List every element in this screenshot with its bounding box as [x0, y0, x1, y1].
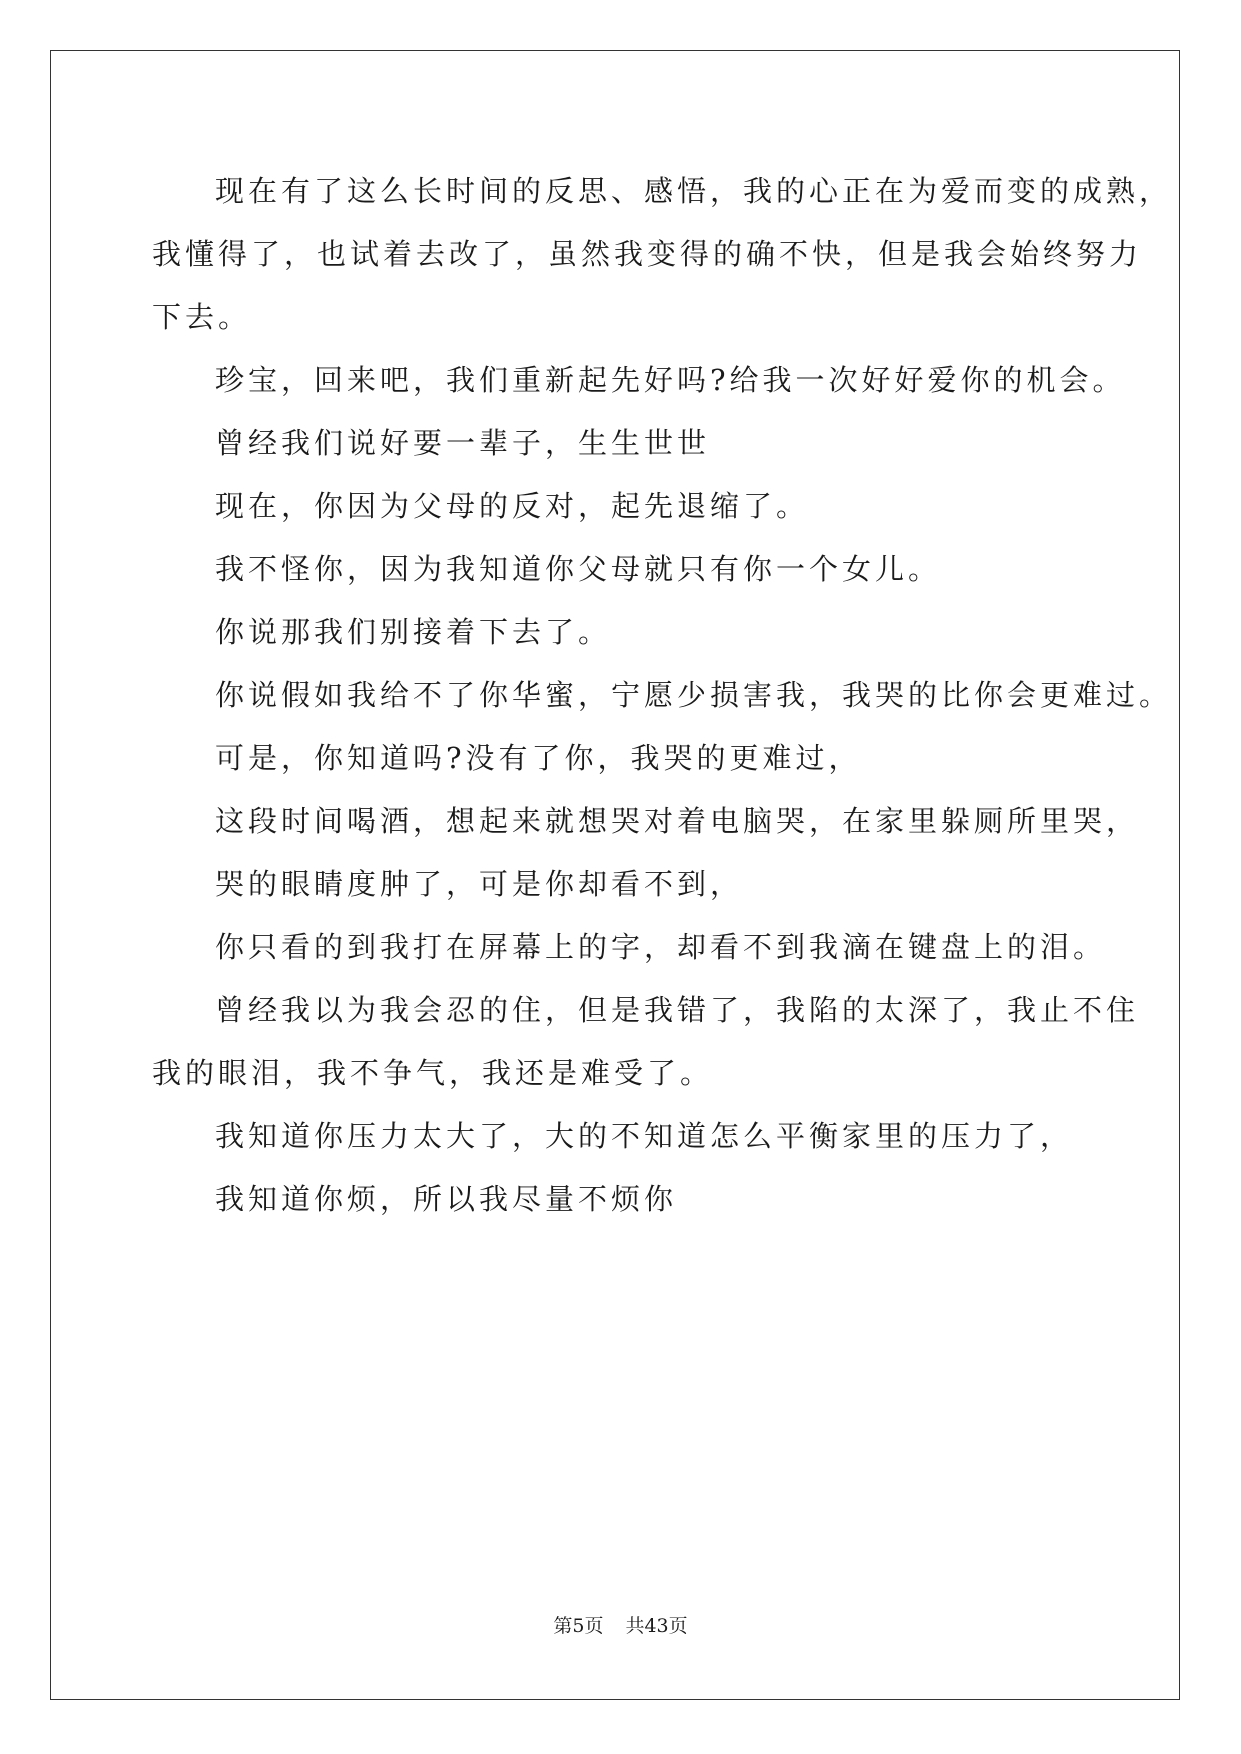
- paragraph-line: 你说假如我给不了你华蜜，宁愿少损害我，我哭的比你会更难过。: [215, 678, 1173, 712]
- paragraph-line: 我的眼泪，我不争气，我还是难受了。: [152, 1056, 714, 1090]
- paragraph-line: 曾经我以为我会忍的住，但是我错了，我陷的太深了，我止不住: [215, 993, 1140, 1027]
- paragraph-line: 珍宝，回来吧，我们重新起先好吗?给我一次好好爱你的机会。: [215, 363, 1126, 397]
- page-footer: [0, 1614, 1241, 1638]
- paragraph-line: 我懂得了，也试着去改了，虽然我变得的确不快，但是我会始终努力: [152, 237, 1143, 271]
- page-total: 共43页: [625, 1615, 688, 1637]
- paragraph-line: 现在，你因为父母的反对，起先退缩了。: [215, 489, 810, 523]
- paragraph-line: 可是，你知道吗?没有了你，我哭的更难过，: [215, 741, 862, 775]
- paragraph-line: 哭的眼睛度肿了，可是你却看不到，: [215, 867, 744, 901]
- paragraph-line: 曾经我们说好要一辈子，生生世世: [215, 426, 711, 460]
- paragraph-line: 我知道你烦，所以我尽量不烦你: [215, 1182, 678, 1216]
- paragraph-line: 我不怪你，因为我知道你父母就只有你一个女儿。: [215, 552, 942, 586]
- paragraph-line: 你说那我们别接着下去了。: [215, 615, 612, 649]
- paragraph-line: 你只看的到我打在屏幕上的字，却看不到我滴在键盘上的泪。: [215, 930, 1107, 964]
- document-body: [152, 160, 1173, 1231]
- paragraph-line: 我知道你压力太大了，大的不知道怎么平衡家里的压力了，: [215, 1119, 1074, 1153]
- paragraph-line: 这段时间喝酒，想起来就想哭对着电脑哭，在家里躲厕所里哭，: [215, 804, 1140, 838]
- paragraph-line: 下去。: [152, 300, 252, 334]
- page-number: 第5页: [553, 1615, 604, 1637]
- paragraph-line: 现在有了这么长时间的反思、感悟，我的心正在为爱而变的成熟，: [215, 174, 1173, 208]
